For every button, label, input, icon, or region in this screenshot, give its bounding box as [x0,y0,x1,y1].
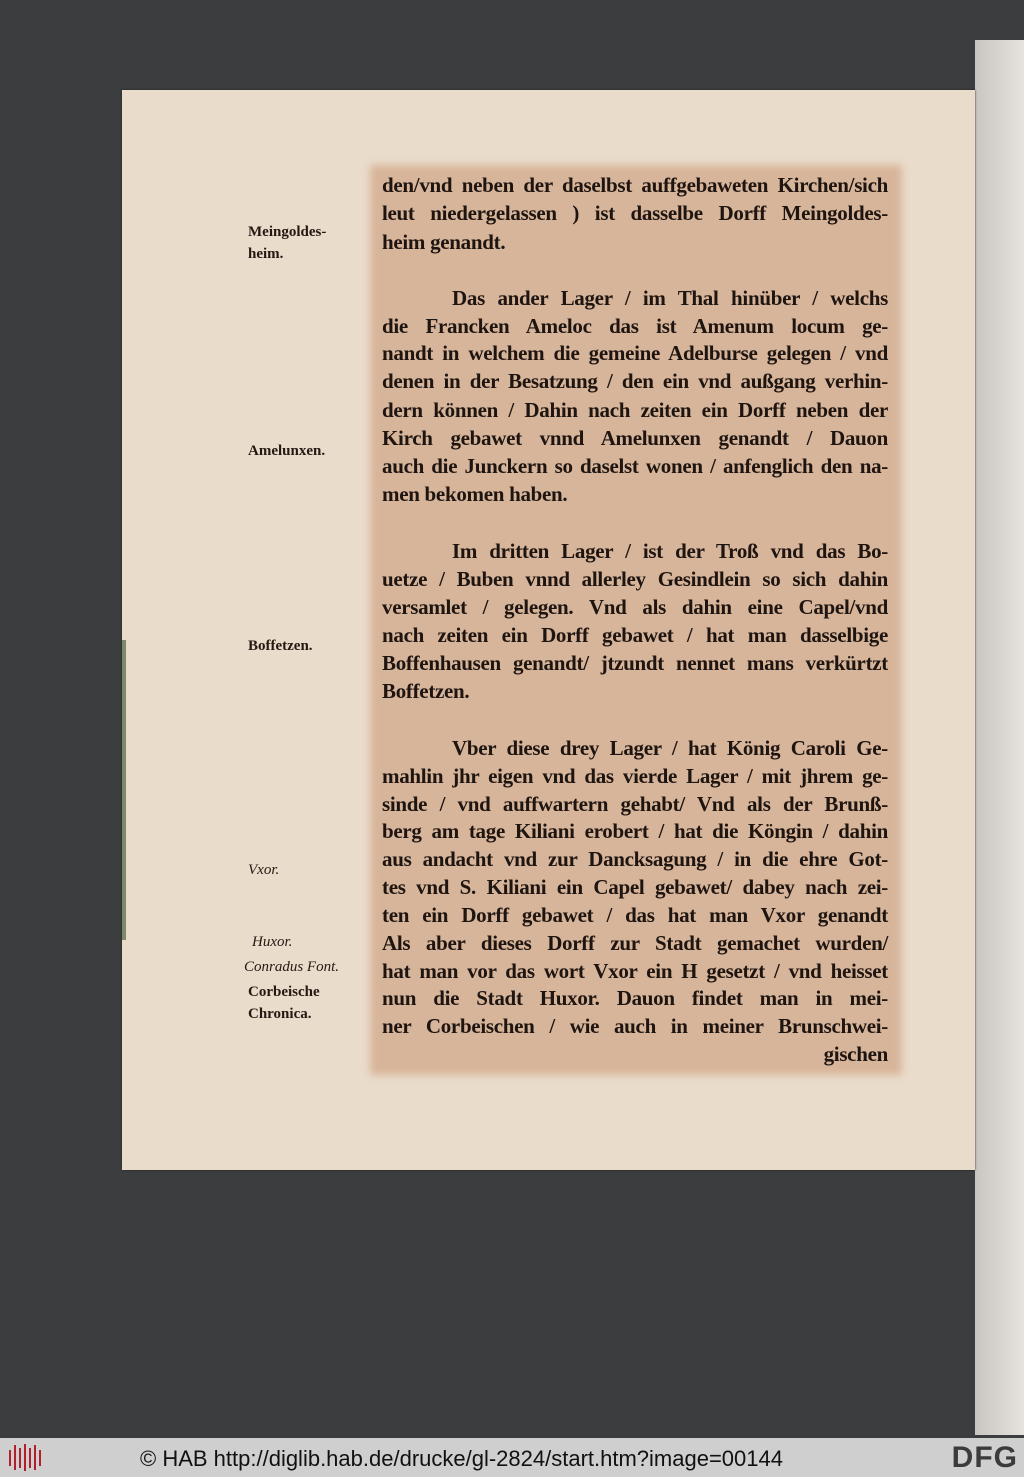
text-line: Vber diese drey Lager / hat König Caroli Ge- [452,736,888,760]
text-line: Boffenhausen genandt/ jtzundt nennet mans verkürtzt [382,651,888,675]
text-line: die Francken Ameloc das ist Amenum locum ge- [382,314,888,338]
text-line: Im dritten Lager / ist der Troß vnd das Bo- [452,539,888,563]
text-line: Das ander Lager / im Thal hinüber / welchs [452,286,888,310]
hab-logo-icon [6,1442,46,1472]
text-line: sinde / vnd auffwartern gehabt/ Vnd als der Brunß- [382,792,888,816]
text-line: heim genandt. [382,230,506,254]
text-line: den/vnd neben der daselbst auffgebaweten Kirchen/sich [382,173,888,197]
text-line: ten ein Dorff gebawet / das hat man Vxor genandt [382,903,888,927]
footer-bar [0,1438,1024,1477]
margin-note: Huxor. [252,934,293,950]
text-line: auch die Junckern so daselst wonen / anfenglich den na- [382,454,888,478]
text-line: tes vnd S. Kiliani ein Capel gebawet/ dabey nach zei- [382,875,888,899]
text-line: men bekomen haben. [382,482,568,506]
text-line: denen in der Besatzung / den ein vnd außgang verhin- [382,369,888,393]
text-line: Boffetzen. [382,679,470,703]
margin-note: Vxor. [248,862,280,878]
margin-note: Conradus Font. [244,959,340,975]
copyright-url[interactable]: © HAB http://diglib.hab.de/drucke/gl-2824/start.htm?image=00144 [140,1446,783,1471]
text-line: dern können / Dahin nach zeiten ein Dorff neben der [382,398,888,422]
text-line: nach zeiten ein Dorff gebawet / hat man dasselbige [382,623,888,647]
text-line: ner Corbeischen / wie auch in meiner Brunschwei- [382,1014,888,1038]
catchword: gischen [823,1042,888,1066]
margin-note: Amelunxen. [248,443,326,459]
margin-note: Boffetzen. [248,638,313,654]
text-line: nandt in welchem die gemeine Adelburse gelegen / vnd [382,341,888,365]
margin-note: Corbeische [248,984,320,1000]
margin-note: Meingoldes- [248,224,327,240]
text-line: uetze / Buben vnnd allerley Gesindlein so sich dahin [382,567,888,591]
page-edge-mark [122,640,126,940]
text-line: leut niedergelassen ) ist dasselbe Dorff Meingoldes- [382,201,888,225]
dfg-logo: DFG [951,1441,1018,1474]
text-line: berg am tage Kiliani erobert / hat die Köngin / dahin [382,819,888,843]
text-line: versamlet / gelegen. Vnd als dahin eine Capel/vnd [382,595,888,619]
margin-note: heim. [248,246,284,262]
text-line: aus andacht vnd zur Dancksagung / in die ehre Got- [382,847,888,871]
text-line: hat man vor das wort Vxor ein H gesetzt / vnd heisset [382,959,888,983]
text-line: nun die Stadt Huxor. Dauon findet man in mei- [382,986,888,1010]
text-line: mahlin jhr eigen vnd das vierde Lager / mit jhrem ge- [382,764,888,788]
text-line: Als aber dieses Dorff zur Stadt gemachet wurden/ [382,931,888,955]
adjacent-page-edge [975,40,1024,1435]
margin-note: Chronica. [248,1006,312,1022]
text-line: Kirch gebawet vnnd Amelunxen genandt / Dauon [382,426,888,450]
